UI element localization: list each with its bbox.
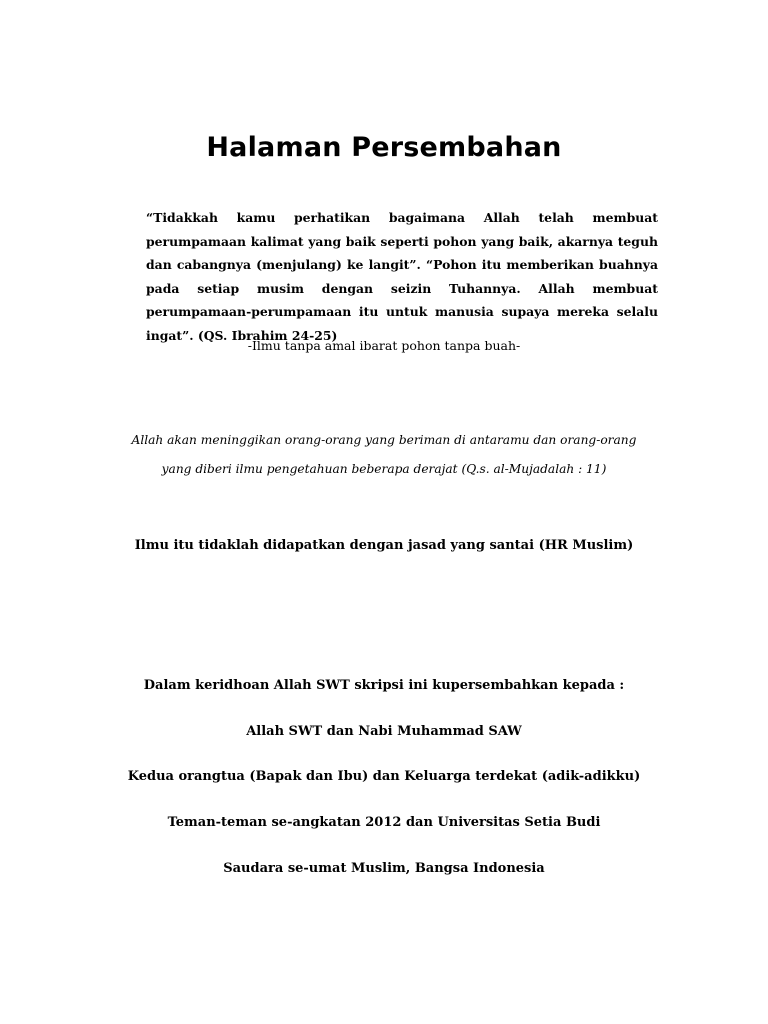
dedication-item: Saudara se-umat Muslim, Bangsa Indonesia bbox=[223, 861, 545, 876]
dedication-item: Kedua orangtua (Bapak dan Ibu) dan Keluarga terdekat (adik-adikku) bbox=[127, 769, 641, 784]
proverb-line: -Ilmu tanpa amal ibarat pohon tanpa buah- bbox=[247, 338, 521, 353]
quran-quote-paragraph: “Tidakkah kamu perhatikan bagaimana Allah telah membuat perumpamaan kalimat yang baik seperti pohon yang baik, akarnya teguh dan cabangnya (menjulang) ke langit”. “Pohon itu memberikan buahnya pada setiap musim dengan seizin Tuhannya. Allah membuat perumpamaan-perumpamaan itu untuk manusia supaya mereka selalu ingat”. (QS. Ibrahim 24-25) bbox=[146, 210, 658, 343]
dedication-item: Allah SWT dan Nabi Muhammad SAW bbox=[246, 724, 522, 739]
hadith-line: Ilmu itu tidaklah didapatkan dengan jasad yang santai (HR Muslim) bbox=[134, 538, 634, 553]
page-title: Halaman Persembahan bbox=[206, 132, 562, 163]
ayat-quote bbox=[120, 426, 648, 484]
ayat-line-2: yang diberi ilmu pengetahuan beberapa derajat (Q.s. al-Mujadalah : 11) bbox=[161, 462, 607, 476]
dedication-item: Teman-teman se-angkatan 2012 dan Universitas Setia Budi bbox=[167, 815, 601, 830]
ayat-line-1: Allah akan meninggikan orang-orang yang beriman di antaramu dan orang-orang bbox=[131, 433, 637, 447]
dedication-intro: Dalam keridhoan Allah SWT skripsi ini kupersembahkan kepada : bbox=[143, 678, 625, 693]
